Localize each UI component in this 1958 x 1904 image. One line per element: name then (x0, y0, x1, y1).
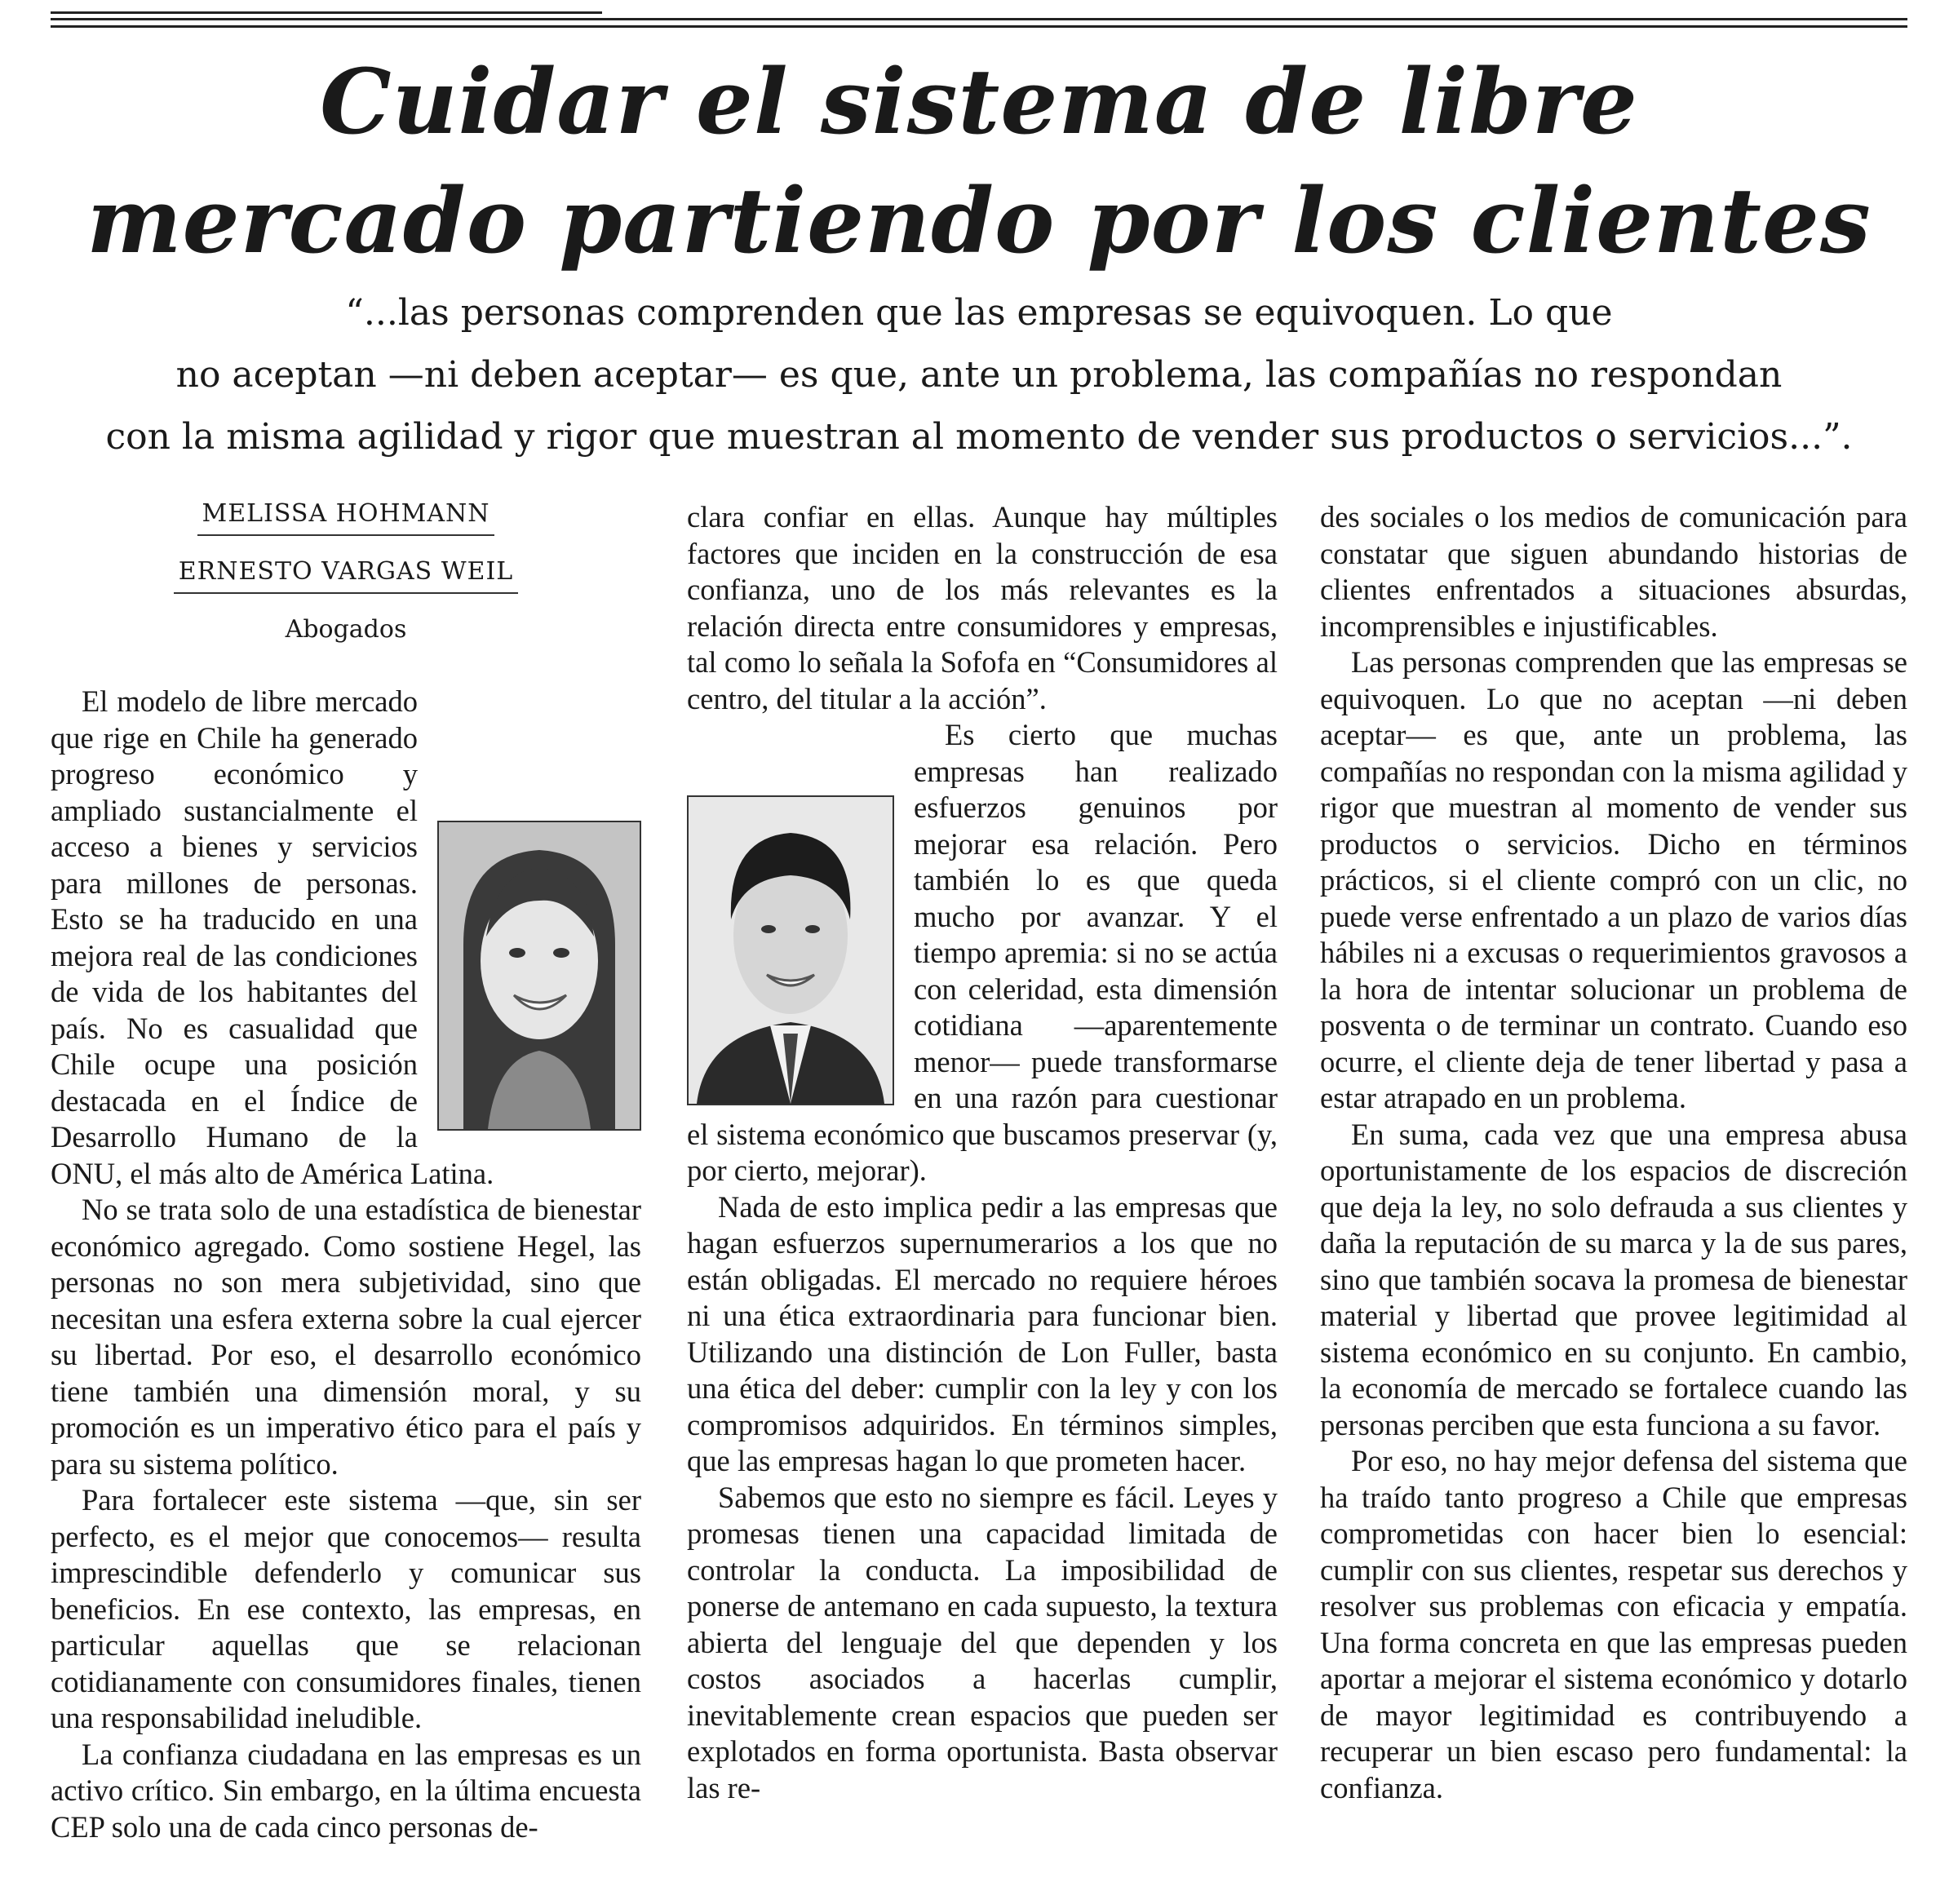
top-rule-short (51, 11, 602, 14)
paragraph-3: Para fortalecer este sistema —que, sin ser perfecto, es el mejor que conocemos— resulta imprescindible defenderlo y comunicar sus beneficios. En ese contexto, las empresas, en particular aquellas que se relacionan cotidianamente con consumidores finales, tienen una responsabilidad ineludible. (51, 1483, 641, 1734)
article-column-3 (1320, 499, 1907, 1806)
portrait-woman-photo (437, 821, 641, 1131)
headline-line-2: mercado partiendo por los clientes (86, 168, 1872, 273)
pull-quote-line-1: “...las personas comprenden que las empresas se equivoquen. Lo que (345, 292, 1613, 334)
paragraph-7-continued: des sociales o los medios de comunicación para constatar que siguen abundando historias de clientes enfrentados a situaciones absurdas, incomprensibles e injustificables. (1320, 500, 1907, 643)
author-name-1: MELISSA HOHMANN (197, 499, 495, 536)
paragraph-9: En suma, cada vez que una empresa abusa oportunistamente de los espacios de discreción que deja la ley, no solo defrauda a sus clientes y daña la reputación de su marca y la de sus pares, sino que también socava la promesa de bienestar material y libertad que provee legitimidad al sistema económico en su conjunto. En cambio, la economía de mercado se fortalece cuando las personas perciben que esta funciona a su favor. (1320, 1117, 1907, 1441)
paragraph-6: Nada de esto implica pedir a las empresas que hagan esfuerzos supernumerarios a los que no están obligadas. El mercado no requiere héroes ni una ética extraordinaria para funcionar bien. Utilizando una distinción de Lon Fuller, basta una ética del deber: cumplir con la ley y con los compromisos adquiridos. En términos simples, que las empresas hagan lo que prometen hacer. (687, 1189, 1278, 1477)
pull-quote-line-2: no aceptan —ni deben aceptar— es que, ante un problema, las compañías no respondan (175, 354, 1783, 396)
pull-quote (51, 282, 1907, 468)
portrait-woman-icon (439, 822, 640, 1129)
portrait-man-icon (689, 797, 893, 1104)
pull-quote-line-3: con la misma agilidad y rigor que muestran al momento de vender sus productos o servicios...”. (105, 416, 1853, 458)
paragraph-8: Las personas comprenden que las empresas se equivoquen. Lo que no aceptan —ni deben aceptar— es que, ante un problema, las compañías no respondan con la misma agilidad y rigor que muestran al momento de vender sus productos o servicios. Dicho en términos prácticos, si el cliente compró con un clic, no puede verse enfrentado a un plazo de varios días hábiles ni a excusas o requerimientos gravosos a la hora de intentar solucionar un problema de posventa o de terminar un contrato. Cuando eso ocurre, el cliente deja de tener libertad y pasa a estar atrapado en un problema. (1320, 645, 1907, 1114)
paragraph-2: No se trata solo de una estadística de bienestar económico agregado. Como sostiene Hegel, las personas no son mera subjetividad, sino que necesitan una esfera externa sobre la cual ejercer su libertad. Por eso, el desarrollo económico tiene también una dimensión moral, y su promoción es un imperativo ético para el país y para su sistema político. (51, 1193, 641, 1481)
headline (51, 42, 1907, 281)
article-column-1 (51, 684, 641, 1845)
top-rule-double (51, 18, 1907, 28)
paragraph-1: El modelo de libre mercado que rige en Chile ha generado progreso económico y ampliado sustancialmente el acceso a bienes y servicios para millones de personas. Esto se ha traducido en una mejora real de las condiciones de vida de los habitantes del país. No es casualidad que Chile ocupe una posición destacada en el Índice de Desarrollo Humano de la ONU, el más alto de América Latina. (51, 684, 641, 1192)
paragraph-5: Es cierto que muchas empresas han realizado esfuerzos genuinos por mejorar esa relación. Pero también lo es que queda mucho por avanzar. Y el tiempo apremia: si no se actúa con celeridad, esta dimensión cotidiana —aparentemente menor— puede transformarse en una razón para cuestionar el sistema económico que buscamos preservar (y, por cierto, mejorar). (687, 718, 1278, 1187)
paragraph-10: Por eso, no hay mejor defensa del sistema que ha traído tanto progreso a Chile que empresas comprometidas con hacer bien lo esencial: cumplir con sus clientes, respetar sus derechos y resolver sus problemas con eficacia y empatía. Una forma concreta en que las empresas pueden aportar a mejorar el sistema económico y dotarlo de mayor legitimidad es contribuyendo a recuperar un bien escaso pero fundamental: la confianza. (1320, 1444, 1907, 1804)
headline-line-1: Cuidar el sistema de libre (320, 49, 1638, 154)
byline (51, 499, 641, 644)
portrait-man-photo (687, 795, 894, 1105)
paragraph-4: La confianza ciudadana en las empresas es un activo crítico. Sin embargo, en la última encuesta CEP solo una de cada cinco personas de- (51, 1737, 641, 1844)
author-name-2: ERNESTO VARGAS WEIL (174, 557, 518, 594)
paragraph-4-continued: clara confiar en ellas. Aunque hay múltiples factores que inciden en la construcción de esa confianza, uno de los más relevantes es la relación directa entre consumidores y empresas, tal como lo señala la Sofofa en “Consumidores al centro, del titular a la acción”. (687, 500, 1278, 715)
paragraph-7: Sabemos que esto no siempre es fácil. Leyes y promesas tienen una capacidad limitada de controlar la conducta. La imposibilidad de ponerse de antemano en cada supuesto, la textura abierta del lenguaje del que dependen y los costos asociados a hacerlas cumplir, inevitablemente crean espacios que pueden ser explotados en forma oportunista. Basta observar las re- (687, 1480, 1278, 1804)
author-role: Abogados (285, 615, 407, 644)
article-column-2 (687, 499, 1278, 1806)
